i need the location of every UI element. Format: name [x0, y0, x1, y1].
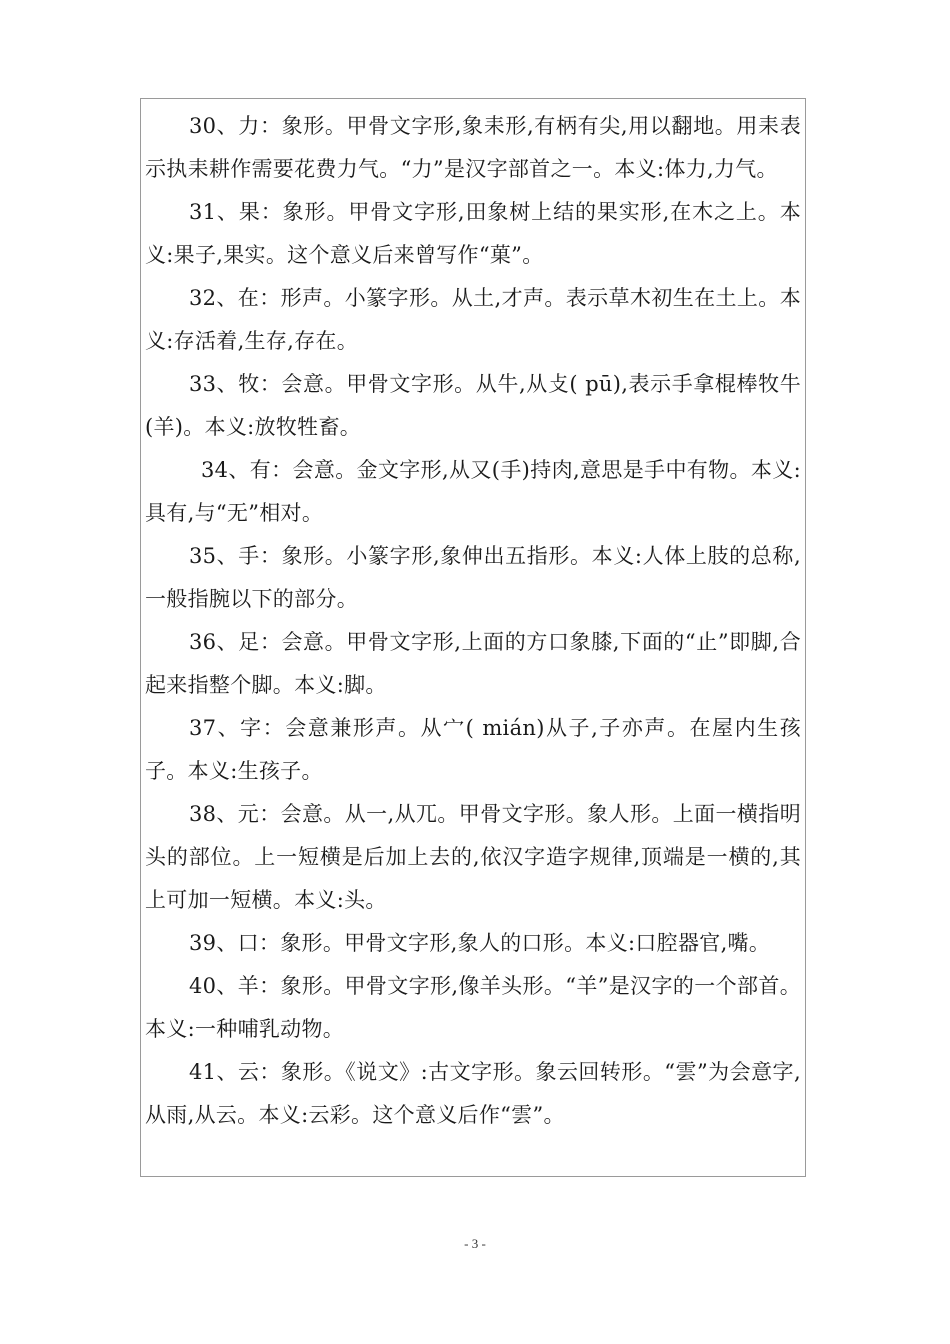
entry-30: 30、力：象形。甲骨文字形,象耒形,有柄有尖,用以翻地。用耒表示执耒耕作需要花费力气。“力”是汉字部首之一。本义:体力,力气。	[145, 114, 801, 181]
page-number: - 3 -	[464, 1236, 486, 1251]
entry-39: 39、口：象形。甲骨文字形,象人的口形。本义:口腔器官,嘴。	[189, 931, 771, 955]
entry-41: 41、云：象形。《说文》:古文字形。象云回转形。“雲”为会意字,从雨,从云。本义:云彩。这个意义后作“雲”。	[145, 1060, 801, 1127]
entry-35: 35、手：象形。小篆字形,象伸出五指形。本义:人体上肢的总称,一般指腕以下的部分。	[145, 544, 801, 611]
entry-34: 34、有：会意。金文字形,从又(手)持肉,意思是手中有物。本义:具有,与“无”相对。	[145, 458, 801, 525]
content-frame	[140, 98, 806, 1177]
entry-32: 32、在：形声。小篆字形。从土,才声。表示草木初生在土上。本义:存活着,生存,存在。	[145, 286, 801, 353]
entry-36: 36、足：会意。甲骨文字形,上面的方口象膝,下面的“止”即脚,合起来指整个脚。本义:脚。	[145, 630, 801, 697]
entry-list	[145, 105, 801, 1137]
entry-37: 37、字：会意兼形声。从宀( mián)从子,子亦声。在屋内生孩子。本义:生孩子。	[145, 716, 801, 783]
entry-31: 31、果：象形。甲骨文字形,田象树上结的果实形,在木之上。本义:果子,果实。这个意义后来曾写作“菓”。	[145, 200, 801, 267]
entry-38: 38、元：会意。从一,从兀。甲骨文字形。象人形。上面一横指明头的部位。上一短横是后加上去的,依汉字造字规律,顶端是一横的,其上可加一短横。本义:头。	[145, 802, 801, 912]
entry-33: 33、牧：会意。甲骨文字形。从牛,从攴( pū),表示手拿棍棒牧牛(羊)。本义:放牧牲畜。	[145, 372, 801, 439]
entry-40: 40、羊：象形。甲骨文字形,像羊头形。“羊”是汉字的一个部首。本义:一种哺乳动物。	[145, 974, 801, 1041]
